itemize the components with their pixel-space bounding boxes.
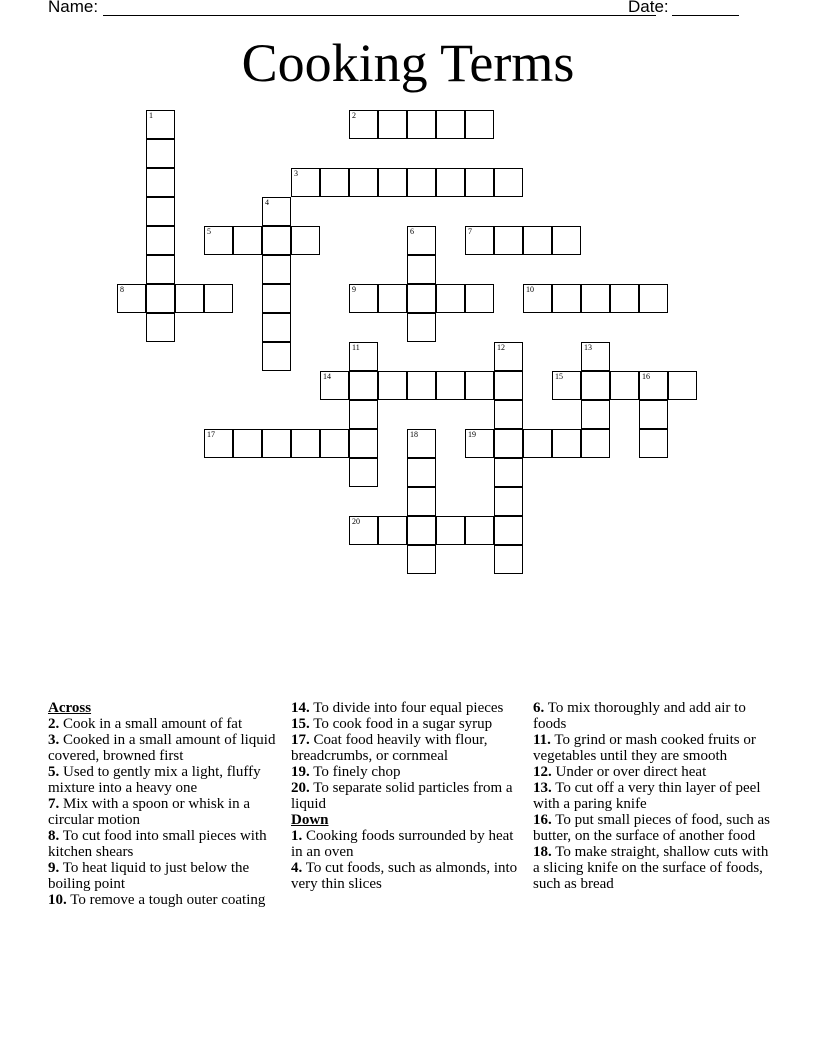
page-title: Cooking Terms [241,33,575,93]
clue [48,732,280,764]
clue-text: To remove a tough outer coating [66,892,266,908]
grid-cell[interactable] [465,284,494,313]
grid-cell[interactable] [233,429,262,458]
grid-cell[interactable] [639,371,668,400]
grid-cell[interactable] [552,371,581,400]
grid-cell[interactable] [610,371,639,400]
clue-number: 14. [291,700,310,716]
clue [291,828,523,860]
grid-cell[interactable] [146,255,175,284]
grid-cell[interactable] [465,429,494,458]
grid-cell[interactable] [262,342,291,371]
grid-cell[interactable] [436,110,465,139]
cell-number: 3 [294,169,298,178]
grid-cell[interactable] [668,371,697,400]
clue-text: To separate solid particles from a liquid [291,780,513,812]
cell-number: 16 [642,372,650,381]
clue-number: 5. [48,764,60,780]
cell-number: 8 [120,285,124,294]
grid-cell[interactable] [320,429,349,458]
grid-cell[interactable] [378,110,407,139]
grid-cell[interactable] [291,226,320,255]
clue-text: Under or over direct heat [551,764,707,780]
grid-cell[interactable] [465,168,494,197]
clue-column-1 [48,700,280,908]
cell-number: 1 [149,111,153,120]
grid-cell[interactable] [204,429,233,458]
clue-number: 7. [48,796,60,812]
clue-number: 17. [291,732,310,748]
grid-cell[interactable] [407,371,436,400]
grid-cell[interactable] [146,313,175,342]
cell-number: 7 [468,227,472,236]
clue-number: 11. [533,732,551,748]
clue [533,764,773,780]
grid-cell[interactable] [291,168,320,197]
clue-text: To cut foods, such as almonds, into very thin slices [291,860,518,892]
grid-cell[interactable] [349,284,378,313]
clue-number: 19. [291,764,310,780]
cell-number: 14 [323,372,331,381]
grid-cell[interactable] [552,284,581,313]
grid-cell[interactable] [349,458,378,487]
across-clue-list [291,700,523,812]
grid-cell[interactable] [378,168,407,197]
clue-number: 20. [291,780,310,796]
grid-cell[interactable] [204,284,233,313]
grid-cell[interactable] [407,313,436,342]
grid-cell[interactable] [639,429,668,458]
grid-cell[interactable] [146,197,175,226]
grid-cell[interactable] [494,458,523,487]
grid-cell[interactable] [581,371,610,400]
grid-cell[interactable] [378,516,407,545]
clue-column-3 [533,700,773,892]
cell-number: 13 [584,343,592,352]
grid-cell[interactable] [407,487,436,516]
clue-number: 15. [291,716,310,732]
grid-cell[interactable] [436,516,465,545]
grid-cell[interactable] [262,313,291,342]
clue-text: To grind or mash cooked fruits or vegetables until they are smooth [533,732,756,764]
grid-cell[interactable] [146,110,175,139]
clue [533,812,773,844]
cell-number: 11 [352,343,360,352]
clue-number: 18. [533,844,552,860]
clue-text: To cut off a very thin layer of peel with a paring knife [533,780,761,812]
grid-cell[interactable] [494,371,523,400]
clue-column-2 [291,700,523,892]
clue-text: To cut food into small pieces with kitchen shears [48,828,267,860]
grid-cell[interactable] [349,371,378,400]
grid-cell[interactable] [407,255,436,284]
grid-cell[interactable] [465,110,494,139]
clue [533,732,773,764]
grid-cell[interactable] [407,226,436,255]
grid-cell[interactable] [407,110,436,139]
grid-cell[interactable] [494,400,523,429]
grid-cell[interactable] [494,226,523,255]
grid-cell[interactable] [320,371,349,400]
cell-number: 18 [410,430,418,439]
clue-text: Coat food heavily with flour, breadcrumbs, or cornmeal [291,732,488,764]
grid-cell[interactable] [465,226,494,255]
cell-number: 9 [352,285,356,294]
grid-cell[interactable] [494,342,523,371]
grid-cell[interactable] [407,458,436,487]
grid-cell[interactable] [262,197,291,226]
clue [533,780,773,812]
clue [533,700,773,732]
clue-text: Used to gently mix a light, fluffy mixture into a heavy one [48,764,261,796]
clue [291,764,523,780]
grid-cell[interactable] [494,487,523,516]
cell-number: 17 [207,430,215,439]
clue-text: Cooking foods surrounded by heat in an oven [291,828,514,860]
clue-number: 13. [533,780,552,796]
grid-cell[interactable] [523,429,552,458]
clue-text: To divide into four equal pieces [309,700,504,716]
across-clue-list [48,716,280,908]
grid-cell[interactable] [117,284,146,313]
grid-cell[interactable] [146,226,175,255]
grid-cell[interactable] [146,168,175,197]
grid-cell[interactable] [349,516,378,545]
grid-cell[interactable] [320,168,349,197]
grid-cell[interactable] [146,284,175,313]
grid-cell[interactable] [262,429,291,458]
clue-number: 12. [533,764,552,780]
clue [48,796,280,828]
cell-number: 5 [207,227,211,236]
clue [291,716,523,732]
grid-cell[interactable] [204,226,233,255]
clue-text: Cooked in a small amount of liquid covered, browned first [48,732,276,764]
cell-number: 20 [352,517,360,526]
grid-cell[interactable] [639,400,668,429]
clue-text: To cook food in a sugar syrup [309,716,493,732]
cell-number: 6 [410,227,414,236]
clue-text: To mix thoroughly and add air to foods [533,700,746,732]
grid-cell[interactable] [494,429,523,458]
clue-text: Cook in a small amount of fat [59,716,243,732]
grid-cell[interactable] [407,284,436,313]
grid-cell[interactable] [639,284,668,313]
grid-cell[interactable] [349,110,378,139]
cell-number: 12 [497,343,505,352]
grid-cell[interactable] [262,284,291,313]
clue [291,780,523,812]
clue-number: 8. [48,828,60,844]
cell-number: 15 [555,372,563,381]
grid-cell[interactable] [349,429,378,458]
down-clue-list [533,700,773,892]
grid-cell[interactable] [378,284,407,313]
grid-cell[interactable] [523,284,552,313]
cell-number: 2 [352,111,356,120]
clue-number: 1. [291,828,303,844]
grid-cell[interactable] [581,342,610,371]
grid-cell[interactable] [291,429,320,458]
clue-number: 9. [48,860,60,876]
grid-cell[interactable] [407,429,436,458]
grid-cell[interactable] [349,342,378,371]
name-label: Name: [48,0,99,16]
down-heading: Down [291,812,329,828]
clue-text: To put small pieces of food, such as butter, on the surface of another food [533,812,770,844]
grid-cell[interactable] [581,400,610,429]
grid-cell[interactable] [262,226,291,255]
grid-cell[interactable] [465,371,494,400]
grid-cell[interactable] [146,139,175,168]
clue [48,892,280,908]
clue [533,844,773,892]
clue-number: 4. [291,860,303,876]
cell-number: 10 [526,285,534,294]
clue [48,860,280,892]
grid-cell[interactable] [349,168,378,197]
grid-cell[interactable] [262,255,291,284]
grid-cell[interactable] [523,226,552,255]
clue [291,860,523,892]
grid-cell[interactable] [378,371,407,400]
clue-text: To heat liquid to just below the boiling point [48,860,250,892]
clue-number: 3. [48,732,60,748]
clue-number: 2. [48,716,60,732]
grid-cell[interactable] [436,168,465,197]
grid-cell[interactable] [494,545,523,574]
grid-cell[interactable] [407,545,436,574]
clue-text: Mix with a spoon or whisk in a circular motion [48,796,251,828]
clue [48,716,280,732]
down-clue-list [291,828,523,892]
clue-text: To finely chop [309,764,401,780]
grid-cell[interactable] [581,284,610,313]
clue [291,700,523,716]
grid-cell[interactable] [175,284,204,313]
grid-cell[interactable] [349,400,378,429]
grid-cell[interactable] [465,516,494,545]
grid-cell[interactable] [436,284,465,313]
grid-cell[interactable] [552,226,581,255]
grid-cell[interactable] [407,516,436,545]
clue-text: To make straight, shallow cuts with a slicing knife on the surface of foods, such as bread [533,844,769,892]
clue [291,732,523,764]
cell-number: 19 [468,430,476,439]
clue-number: 10. [48,892,67,908]
across-heading: Across [48,700,92,716]
clue-number: 16. [533,812,552,828]
grid-cell[interactable] [407,168,436,197]
clue [48,828,280,860]
grid-cell[interactable] [494,516,523,545]
grid-cell[interactable] [610,284,639,313]
grid-cell[interactable] [436,371,465,400]
grid-cell[interactable] [552,429,581,458]
clue-number: 6. [533,700,545,716]
date-label: Date: [628,0,669,16]
grid-cell[interactable] [233,226,262,255]
grid-cell[interactable] [494,168,523,197]
clue [48,764,280,796]
grid-cell[interactable] [581,429,610,458]
cell-number: 4 [265,198,269,207]
